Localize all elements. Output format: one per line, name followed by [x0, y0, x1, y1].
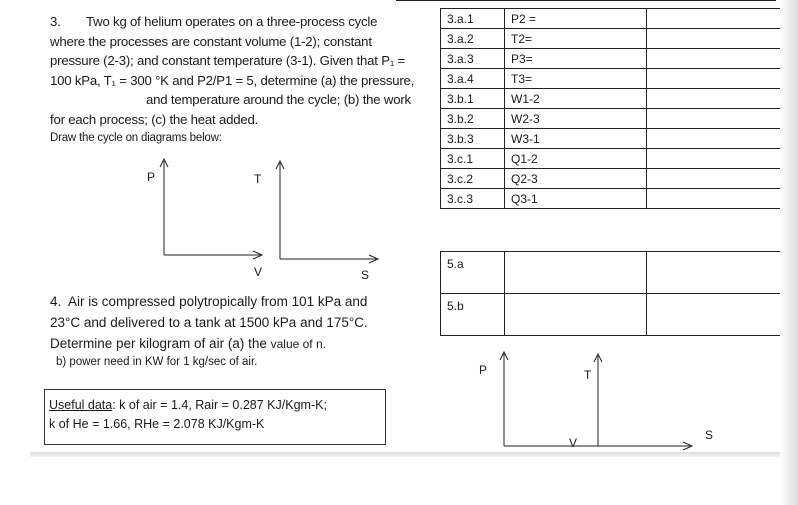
row-label: W2-3 [505, 109, 647, 129]
page-edge-shadow [780, 0, 798, 505]
table-row [441, 189, 782, 209]
row-id: 3.c.2 [441, 169, 505, 189]
table-row [441, 49, 782, 69]
answer-cell[interactable] [647, 29, 782, 49]
q3-number: 3. [50, 14, 61, 29]
pv2-v-label: V [569, 436, 578, 450]
q4-line-2: 23°C and delivered to a tank at 1500 kPa and 175°C. [50, 315, 368, 330]
q3-line-2: where the processes are constant volume (1-2); constant [50, 33, 372, 49]
answer-cell[interactable] [647, 169, 782, 189]
q4-number: 4. [50, 294, 62, 309]
useful-data-box [44, 389, 386, 445]
row-label: W1-2 [505, 89, 647, 109]
row-id: 3.a.3 [441, 49, 505, 69]
table-row [441, 252, 782, 294]
pv-ts-axes-diagram-2 [490, 348, 700, 453]
ts-axes-2 [594, 354, 692, 450]
answer-cell[interactable] [647, 149, 782, 169]
useful-data-line-2: k of He = 1.66, RHe = 2.078 KJ/Kgm-K [49, 417, 265, 431]
row-id: 3.c.3 [441, 189, 505, 209]
useful-data-line-1: Useful data: k of air = 1.4, Rair = 0.287 KJ/Kgm-K; [49, 398, 327, 412]
answer-cell[interactable] [647, 89, 782, 109]
row-label: Q2-3 [505, 169, 647, 189]
pv-p-label: P [147, 170, 156, 184]
ts2-t-label: T [584, 368, 592, 382]
answer-table-5 [440, 251, 782, 336]
row-id: 3.b.2 [441, 109, 505, 129]
answer-cell[interactable] [647, 109, 782, 129]
answer-cell[interactable] [647, 49, 782, 69]
scan-shadow [30, 452, 798, 457]
row-id: 5.b [441, 294, 505, 336]
q4-line-4: b) power need in KW for 1 kg/sec of air. [56, 356, 258, 368]
row-id: 3.b.3 [441, 129, 505, 149]
row-label: Q3-1 [505, 189, 647, 209]
row-label: P2 = [505, 9, 647, 29]
row-id: 3.c.1 [441, 149, 505, 169]
pv-axes [160, 159, 262, 259]
table-row [441, 109, 782, 129]
answer-cell[interactable] [647, 252, 782, 294]
row-id: 5.a [441, 252, 505, 294]
table-row [441, 89, 782, 109]
answer-cell[interactable] [647, 69, 782, 89]
ts-t-label: T [254, 172, 262, 186]
table-row [441, 69, 782, 89]
table-row [441, 294, 782, 336]
row-id: 3.b.1 [441, 89, 505, 109]
question-3 [50, 12, 425, 149]
answer-cell[interactable] [505, 252, 647, 294]
ts-axes [276, 161, 378, 263]
pv2-p-label: P [479, 363, 488, 377]
answer-cell[interactable] [647, 294, 782, 336]
answer-cell[interactable] [647, 9, 782, 29]
answer-cell[interactable] [647, 129, 782, 149]
table-row [441, 129, 782, 149]
q3-line-4: 100 kPa, T₁ = 300 °K and P2/P1 = 5, determine (a) the pressure, [50, 72, 415, 88]
pv-axes-2 [500, 352, 600, 446]
row-label: P3= [505, 49, 647, 69]
table-row [441, 149, 782, 169]
row-id: 3.a.2 [441, 29, 505, 49]
q3-line-6: for each process; (c) the heat added. [50, 111, 259, 127]
q3-line-1: 3. Two kg of helium operates on a three-process cycle [50, 12, 425, 32]
question-4 [50, 291, 430, 369]
answer-table [440, 8, 782, 209]
q4-line-1: 4. Air is compressed polytropically from 101 kPa and [50, 294, 368, 309]
q3-line-3: pressure (2-3); and constant temperature (3-1). Given that P₁ = [50, 53, 406, 68]
table-row [441, 169, 782, 189]
ts2-s-label: S [705, 428, 714, 442]
table-row [441, 29, 782, 49]
pv-ts-axes-diagram [140, 155, 390, 285]
useful-data-heading: Useful data [49, 398, 113, 412]
table-top-rule [396, 0, 776, 1]
table-row [441, 9, 782, 29]
q3-draw-instruction: Draw the cycle on diagrams below: [50, 132, 222, 144]
row-label: Q1-2 [505, 149, 647, 169]
row-label: T2= [505, 29, 647, 49]
ts-s-label: S [361, 268, 370, 282]
row-label: W3-1 [505, 129, 647, 149]
row-label: T3= [505, 69, 647, 89]
row-id: 3.a.1 [441, 9, 505, 29]
answer-cell[interactable] [505, 294, 647, 336]
row-id: 3.a.4 [441, 69, 505, 89]
q4-line-3: Determine per kilogram of air (a) the value of n. [50, 336, 326, 351]
answer-cell[interactable] [647, 189, 782, 209]
q3-line-5: and temperature around the cycle; (b) the work [146, 92, 411, 107]
pv-v-label: V [254, 265, 263, 279]
